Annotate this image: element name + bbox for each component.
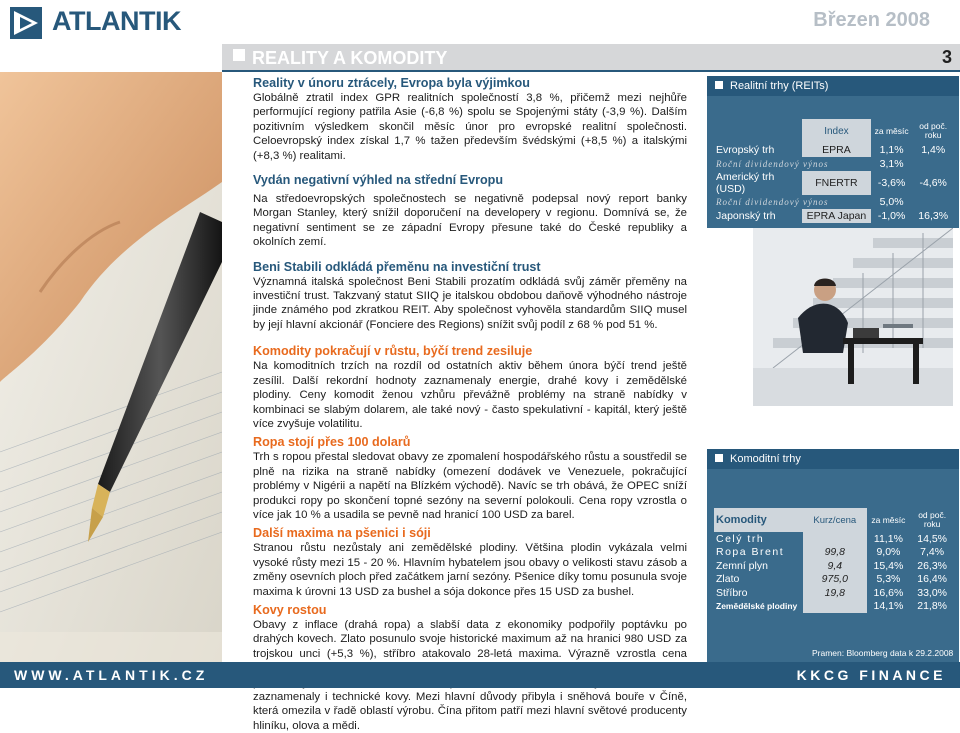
- month-change: 14,1%: [873, 600, 904, 613]
- data-source-note: Pramen: Bloomberg data k 29.2.2008: [812, 648, 954, 658]
- month-change: -3,6%: [877, 177, 906, 189]
- commodity-price: [803, 600, 867, 614]
- commodity-name: Zemní plyn: [716, 559, 768, 572]
- article-paragraph: Globálně ztratil index GPR realitních společností 3,8 %, přičemž mezi nejhůře performující regiony patřila Asie (-6,8 %) spolu se Spojenými státy (-3,9 %). Dalším pozitivním výsledkem skončil měsíc únor pro evropské realitní společnosti. Celoevropský index získal 1,7 % tažen především švédskými (+8,5 %) a italskými (+8,3 %) realitami.: [253, 92, 687, 162]
- ytd-change: -4,6%: [919, 177, 947, 189]
- index-name: EPRA: [802, 143, 871, 157]
- month-change: 11,1%: [873, 532, 903, 545]
- index-name: EPRA Japan: [802, 209, 871, 223]
- col-index-header: Index: [802, 119, 871, 143]
- article-paragraph: Trh s ropou přestal sledovat obavy ze zpomalení hospodářského růstu a soustředil se plně na rizika na straně nabídky (omezení dodávek ve Venezuele, pokračující problémy v Nigérii a napětí na Blízkém východě). Navíc se trh obává, že OPEC sníží produkci ropy po skončení topné sezóny na severní polokouli. Cena ropy vzrostla o více jak 10 % a usadila se pevně nad hranicí 100 USD za barel.: [253, 451, 687, 521]
- panel-bullet-icon: [715, 454, 723, 462]
- ytd-change: 16,4%: [917, 573, 948, 586]
- col-month-header: za měsíc: [874, 126, 909, 136]
- brand-name: ATLANTIK: [52, 6, 181, 36]
- reits-panel-title: Realitní trhy (REITs): [730, 80, 829, 92]
- month-change: 15,4%: [873, 559, 904, 572]
- section-bullet-icon: [233, 49, 245, 61]
- commodities-table: [714, 508, 954, 613]
- commodity-name: Stříbro: [716, 586, 748, 599]
- reits-table: [714, 119, 954, 223]
- issue-date: Březen 2008: [813, 9, 930, 31]
- month-change: 1,1%: [879, 144, 904, 156]
- table-row: [714, 546, 954, 560]
- article-paragraph: Na středoevropských společnostech se negativně podepsal nový report banky Morgan Stanley, který snížil doporučení na developery v regionu. Domnívá se, že negativní sentiment se ze západní Evropy přesune také do České republiky a okolních zemí.: [253, 193, 687, 249]
- article-heading: Kovy rostou: [253, 602, 327, 617]
- ytd-change: 26,3%: [917, 559, 948, 572]
- col-month-header: za měsíc: [871, 515, 906, 525]
- page-number: 3: [941, 47, 952, 67]
- ytd-change: 33,0%: [917, 586, 948, 599]
- article-heading: Reality v únoru ztrácely, Evropa byla výjimkou: [253, 76, 530, 90]
- table-row: [714, 573, 954, 587]
- ytd-change: 16,3%: [918, 210, 949, 222]
- commodity-name: Zemědělské plodiny: [716, 601, 798, 612]
- atlantik-logo-icon: [10, 7, 42, 39]
- month-change: 5,3%: [876, 573, 901, 586]
- dividend-yield: 3,1%: [879, 158, 904, 170]
- website-link[interactable]: WWW.ATLANTIK.CZ: [14, 667, 209, 683]
- panel-bullet-icon: [715, 81, 723, 89]
- reits-panel-header: [707, 76, 959, 96]
- commodity-name: Ropa Brent: [716, 546, 785, 559]
- commodity-price: 99,8: [803, 546, 867, 560]
- table-row: [714, 559, 954, 573]
- commodity-price: 9,4: [803, 559, 867, 573]
- col-year-header: od poč. roku: [919, 121, 948, 140]
- article-paragraph: Obavy z inflace (drahá ropa) a slabší data z ekonomiky podpořily poptávku po drahých kovech. Zlato posunulo svoje historické maximum až na hranici 980 USD za trojskou unci (+5,3 %), stříbro atakovalo 28-letá maxima. Výrazně vzrostla cena zaznamenaly i technické kovy. Mezi hlavní důvody přibyla i sněhová bouře v Číně, která omezila v řadě oblastí výrobu. Čína přitom patří mezi hlavní světové producenty hliníku, olova a mědi.: [253, 618, 687, 732]
- ytd-change: 21,8%: [917, 600, 948, 613]
- article-heading: Vydán negativní výhled na střední Evropu: [253, 173, 504, 188]
- pen-writing-photo: [0, 72, 222, 662]
- commodities-panel-header: [707, 449, 959, 469]
- article-heading: Ropa stojí přes 100 dolarů: [253, 435, 411, 450]
- commodity-price: 19,8: [803, 586, 867, 600]
- ytd-change: 14,5%: [917, 532, 948, 545]
- yield-label: Roční dividendový výnos: [716, 197, 829, 207]
- commodity-name: Zlato: [716, 573, 740, 586]
- office-stairs-photo: [753, 228, 953, 406]
- table-row: [714, 586, 954, 600]
- article-heading: Beni Stabili odkládá přeměnu na investiční trust: [253, 259, 541, 274]
- col-price-header: Kurz/cena: [803, 508, 867, 532]
- table-row: [714, 157, 954, 171]
- table-row: [714, 171, 954, 195]
- section-bar-underline: [222, 70, 960, 72]
- dividend-yield: 5,0%: [879, 196, 904, 208]
- footer-brand: KKCG FINANCE: [796, 667, 946, 683]
- article-paragraph: Významná italská společnost Beni Stabili prozatím odkládá svůj záměr přeměny na investiční trust. Takzvaný statut SIIQ je italskou obdobou daňově výhodného nástroje jinde známého pod zkratkou REIT. Aby společnost vyhověla standardům SIIQ musel by její hlavní akcionář (Fonciere des Regions) snížit svůj podíl z 68 % pod 51 %.: [253, 275, 687, 331]
- col-commodity-header: Komodity: [714, 508, 803, 532]
- col-year-header: od poč. roku: [918, 510, 947, 529]
- market-name: Americký trh (USD): [716, 171, 775, 195]
- month-change: 16,6%: [873, 586, 904, 599]
- table-row: [714, 143, 954, 157]
- commodity-name: Celý trh: [716, 532, 765, 545]
- article-heading: Komodity pokračují v růstu, býčí trend zesiluje: [253, 344, 533, 359]
- article-paragraph: Stranou růstu nezůstaly ani zemědělské plodiny. Většina plodin vykázala velmi vysoké růsty mezi 15 - 20 %. Hlavním hybatelem jsou obavy o velikosti stavu zásob a změny osevních ploch před začátkem jarní sezóny. Pšenice díky tomu posunula svoje maxima k úrovni 13 USD za bushel a sója dokonce přes 15 USD za bushel.: [253, 542, 687, 598]
- ytd-change: 7,4%: [920, 546, 945, 559]
- article-heading: Další maxima na pšenici i sóji: [253, 526, 431, 541]
- market-name: Evropský trh: [716, 144, 775, 156]
- commodity-price: 975,0: [803, 573, 867, 587]
- yield-label: Roční dividendový výnos: [716, 159, 829, 169]
- section-title: REALITY A KOMODITY: [252, 48, 448, 68]
- article-body: [253, 76, 687, 733]
- table-row: [714, 195, 954, 209]
- market-name: Japonský trh: [716, 210, 776, 222]
- commodities-panel-title: Komoditní trhy: [730, 453, 801, 465]
- index-name: FNERTR: [802, 171, 871, 195]
- table-row: [714, 600, 954, 614]
- article-paragraph: Na komoditních trzích na rozdíl od ostatních aktiv během února býčí trend ještě zesílil. Další rekordní hodnoty zaznamenaly energie, drahé kovy i zemědělské plodiny. Ceny komodit ženou vzhůru převážně problémy na straně nabídky v kombinaci se slabým dolarem, ale také nový - často spekulativní - kapitál, který ještě více zvyšuje volatilitu.: [253, 360, 687, 430]
- month-change: -1,0%: [877, 210, 906, 222]
- table-row: [714, 532, 954, 546]
- ytd-change: 1,4%: [921, 144, 946, 156]
- month-change: 9,0%: [876, 546, 901, 559]
- table-row: [714, 209, 954, 223]
- commodity-price: [803, 532, 867, 546]
